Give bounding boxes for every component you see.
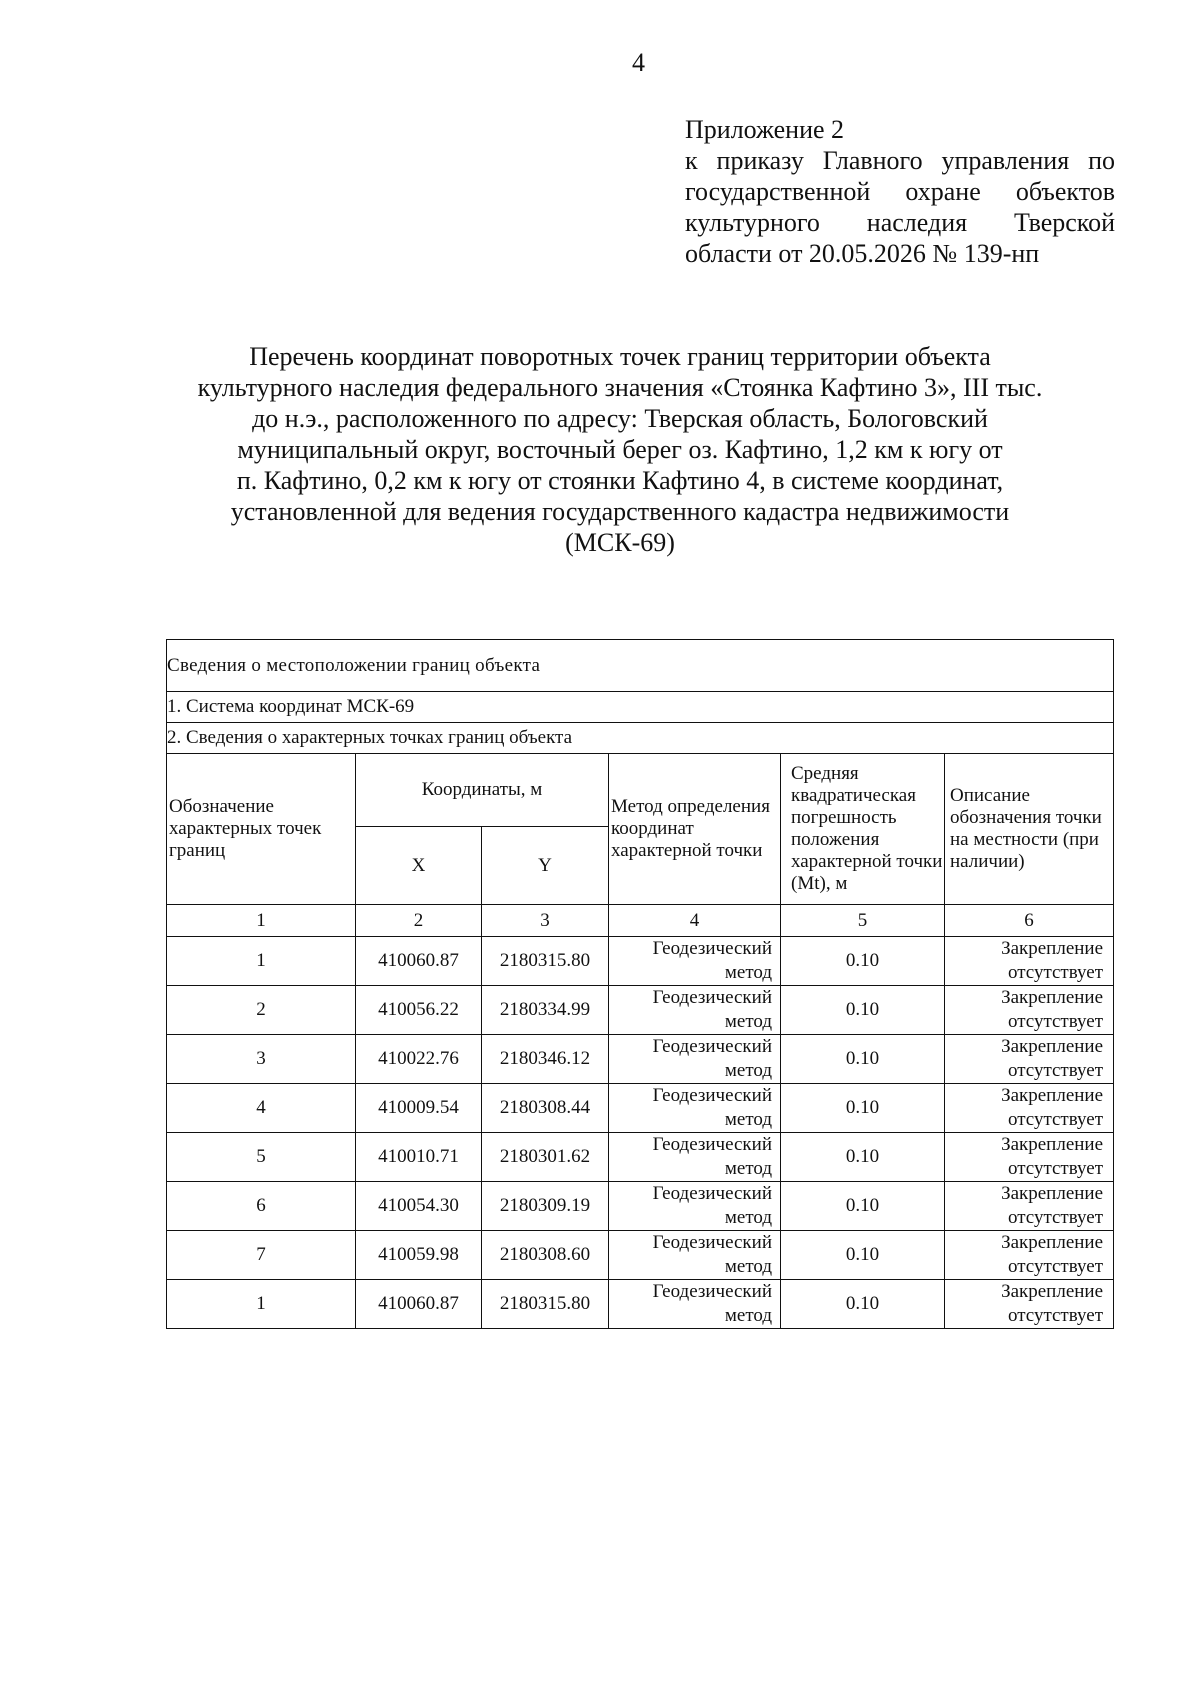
- mt-cell: 0.10: [781, 937, 945, 986]
- method-cell: [609, 1084, 781, 1133]
- description-cell: [945, 1035, 1114, 1084]
- title-line: культурного наследия федерального значения «Стоянка Кафтино 3», III тыс.: [197, 373, 1043, 402]
- y-cell: 2180315.80: [482, 937, 609, 986]
- description-line: отсутствует: [1007, 962, 1104, 983]
- x-cell: 410056.22: [356, 986, 482, 1035]
- method-line: Геодезический: [652, 987, 772, 1008]
- description-line: отсутствует: [1007, 1060, 1104, 1081]
- mt-cell: 0.10: [781, 1280, 945, 1329]
- y-cell: 2180309.19: [482, 1182, 609, 1231]
- description-line: Закрепление: [1001, 1134, 1104, 1155]
- table-row: [167, 1133, 1114, 1182]
- header-y: Y: [482, 827, 609, 905]
- method-line: Геодезический: [652, 938, 772, 959]
- method-cell: [609, 1182, 781, 1231]
- description-line: Закрепление: [1001, 1036, 1104, 1057]
- method-cell: [609, 937, 781, 986]
- column-number: 3: [482, 905, 609, 937]
- annex-line: к приказу Главного управления по: [685, 146, 1115, 175]
- header-error: Средняя квадратическая погрешность положения характерной точки (Mt), м: [781, 754, 945, 905]
- description-cell: [945, 937, 1114, 986]
- mt-cell: 0.10: [781, 986, 945, 1035]
- table-row: [167, 1280, 1114, 1329]
- method-cell: [609, 986, 781, 1035]
- table-row: [167, 1035, 1114, 1084]
- method-line: метод: [724, 962, 772, 983]
- annex-title: Приложение 2: [685, 115, 845, 144]
- header-description: Описание обозначения точки на местности (при наличии): [945, 754, 1114, 905]
- description-line: Закрепление: [1001, 1085, 1104, 1106]
- description-line: Закрепление: [1001, 987, 1104, 1008]
- method-cell: [609, 1280, 781, 1329]
- column-number: 1: [167, 905, 356, 937]
- method-line: Геодезический: [652, 1232, 772, 1253]
- header-designation: Обозначение характерных точек границ: [167, 754, 356, 905]
- title-line: (МСК-69): [565, 528, 675, 557]
- description-line: отсутствует: [1007, 1256, 1104, 1277]
- description-line: отсутствует: [1007, 1158, 1104, 1179]
- mt-cell: 0.10: [781, 1133, 945, 1182]
- header-coordinates: Координаты, м: [356, 754, 609, 827]
- description-line: отсутствует: [1007, 1011, 1104, 1032]
- method-line: метод: [724, 1207, 772, 1228]
- method-line: метод: [724, 1305, 772, 1326]
- mt-cell: 0.10: [781, 1084, 945, 1133]
- description-cell: [945, 986, 1114, 1035]
- method-line: Геодезический: [652, 1281, 772, 1302]
- x-cell: 410009.54: [356, 1084, 482, 1133]
- point-cell: 2: [167, 986, 356, 1035]
- page-number: 4: [632, 48, 645, 77]
- table-row: [167, 1182, 1114, 1231]
- coordinate-system: 1. Система координат МСК-69: [167, 692, 1114, 723]
- description-cell: [945, 1084, 1114, 1133]
- annex-line: области от 20.05.2026 № 139-нп: [685, 239, 1040, 268]
- table-row: [167, 986, 1114, 1035]
- description-line: отсутствует: [1007, 1305, 1104, 1326]
- description-cell: [945, 1280, 1114, 1329]
- method-line: Геодезический: [652, 1134, 772, 1155]
- title-line: муниципальный округ, восточный берег оз. Кафтино, 1,2 км к югу от: [237, 435, 1003, 464]
- method-cell: [609, 1035, 781, 1084]
- title-line: Перечень координат поворотных точек границ территории объекта: [249, 342, 991, 371]
- description-line: Закрепление: [1001, 1281, 1104, 1302]
- point-cell: 7: [167, 1231, 356, 1280]
- y-cell: 2180315.80: [482, 1280, 609, 1329]
- mt-cell: 0.10: [781, 1035, 945, 1084]
- method-line: метод: [724, 1060, 772, 1081]
- description-line: Закрепление: [1001, 938, 1104, 959]
- column-number: 4: [609, 905, 781, 937]
- y-cell: 2180346.12: [482, 1035, 609, 1084]
- y-cell: 2180308.44: [482, 1084, 609, 1133]
- points-title: 2. Сведения о характерных точках границ объекта: [167, 723, 1114, 754]
- point-cell: 6: [167, 1182, 356, 1231]
- point-cell: 4: [167, 1084, 356, 1133]
- y-cell: 2180301.62: [482, 1133, 609, 1182]
- table-row: [167, 937, 1114, 986]
- method-line: Геодезический: [652, 1036, 772, 1057]
- description-cell: [945, 1133, 1114, 1182]
- x-cell: 410060.87: [356, 937, 482, 986]
- column-number: 6: [945, 905, 1114, 937]
- column-number: 5: [781, 905, 945, 937]
- y-cell: 2180334.99: [482, 986, 609, 1035]
- x-cell: 410054.30: [356, 1182, 482, 1231]
- x-cell: 410022.76: [356, 1035, 482, 1084]
- method-cell: [609, 1133, 781, 1182]
- document-title: [150, 341, 1090, 558]
- x-cell: 410059.98: [356, 1231, 482, 1280]
- point-cell: 3: [167, 1035, 356, 1084]
- method-line: Геодезический: [652, 1085, 772, 1106]
- method-line: Геодезический: [652, 1183, 772, 1204]
- table-row: [167, 1231, 1114, 1280]
- annex-line: культурного наследия Тверской: [685, 208, 1115, 237]
- description-line: отсутствует: [1007, 1207, 1104, 1228]
- mt-cell: 0.10: [781, 1231, 945, 1280]
- mt-cell: 0.10: [781, 1182, 945, 1231]
- description-cell: [945, 1231, 1114, 1280]
- method-line: метод: [724, 1011, 772, 1032]
- coordinates-table: [166, 639, 1114, 1329]
- description-line: Закрепление: [1001, 1183, 1104, 1204]
- annex-line: государственной охране объектов: [685, 177, 1115, 206]
- description-line: Закрепление: [1001, 1232, 1104, 1253]
- section-title: Сведения о местоположении границ объекта: [167, 640, 1114, 692]
- method-line: метод: [724, 1158, 772, 1179]
- method-line: метод: [724, 1109, 772, 1130]
- header-method: Метод определения координат характерной точки: [609, 754, 781, 905]
- annex-block: [685, 114, 1115, 269]
- header-x: X: [356, 827, 482, 905]
- table-row: [167, 1084, 1114, 1133]
- point-cell: 1: [167, 1280, 356, 1329]
- x-cell: 410060.87: [356, 1280, 482, 1329]
- title-line: п. Кафтино, 0,2 км к югу от стоянки Кафтино 4, в системе координат,: [236, 466, 1004, 495]
- y-cell: 2180308.60: [482, 1231, 609, 1280]
- x-cell: 410010.71: [356, 1133, 482, 1182]
- title-line: до н.э., расположенного по адресу: Тверская область, Бологовский: [252, 404, 988, 433]
- description-line: отсутствует: [1007, 1109, 1104, 1130]
- title-line: установленной для ведения государственного кадастра недвижимости: [230, 497, 1010, 526]
- description-cell: [945, 1182, 1114, 1231]
- column-number: 2: [356, 905, 482, 937]
- method-cell: [609, 1231, 781, 1280]
- point-cell: 5: [167, 1133, 356, 1182]
- method-line: метод: [724, 1256, 772, 1277]
- point-cell: 1: [167, 937, 356, 986]
